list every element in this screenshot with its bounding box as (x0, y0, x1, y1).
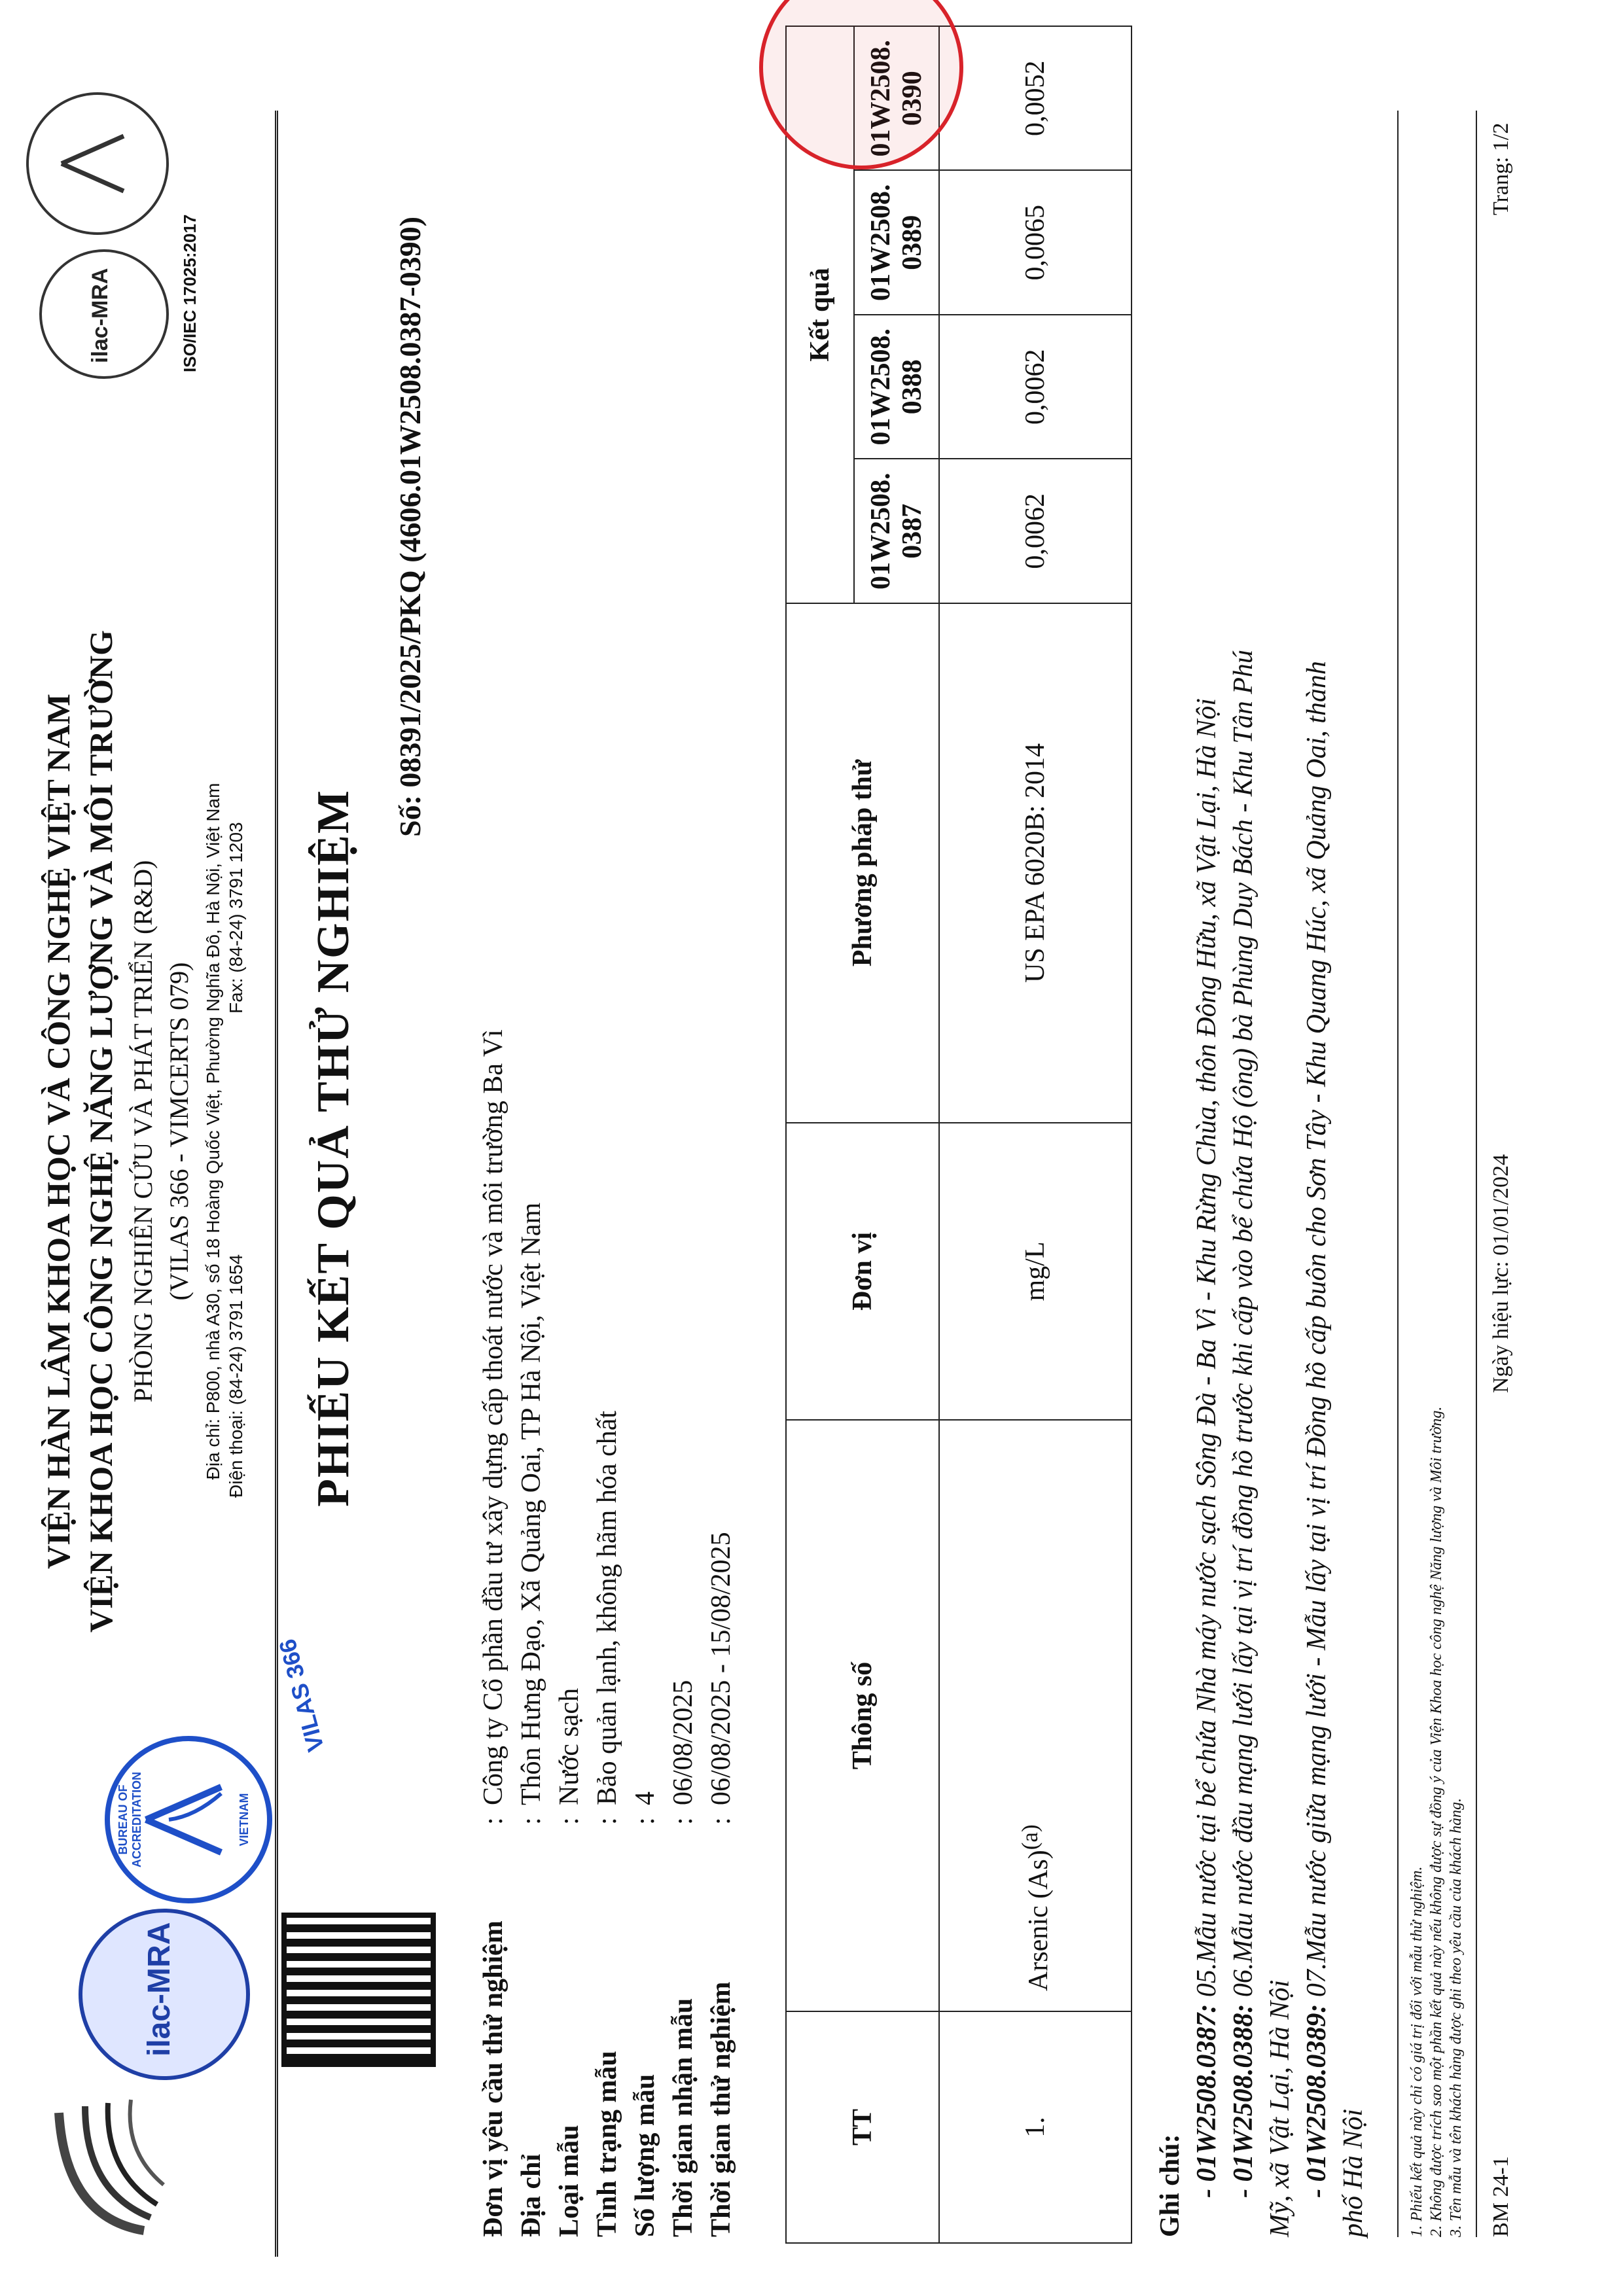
info-label: Đơn vị yêu cầu thử nghiệm (478, 1920, 508, 2237)
accreditation-tent-icon (143, 1780, 228, 1859)
info-value: Bảo quản lạnh, không hãm hóa chất (592, 1410, 622, 1805)
note-3-cont: phố Hà Nội (1338, 2108, 1368, 2237)
ilac-badge-label: ilac-MRA (88, 268, 113, 363)
row-param: Arsenic $(As)^{(a)}$ (939, 1420, 1132, 2011)
info-value: Nước sạch (554, 1687, 584, 1805)
info-colon: : (706, 1817, 736, 1825)
info-label: Số lượng mẫu (630, 2074, 660, 2237)
note-3: - 01W2508.0389: 07.Mẫu nước giữa mạng lưới - Mẫu lấy tại vị trí Đồng hồ cấp buôn cho Sơn Tây - Khu Quang Húc, xã Quảng Oai, thành (1302, 661, 1332, 2198)
page-number: Trang: 1/2 (1489, 122, 1513, 215)
header-address: Địa chỉ: P800, nhà A30, số 18 Hoàng Quốc Việt, Phường Nghĩa Đô, Hà Nội, Việt Nam (203, 783, 223, 1480)
info-value: Thôn Hưng Đạo, Xã Quảng Oai, TP Hà Nội, Việt Nam (516, 1202, 546, 1805)
col-method: Phương pháp thử (786, 603, 939, 1123)
footnote-divider (1397, 111, 1399, 2237)
bureau-accreditation-stamp (105, 1736, 272, 1903)
info-value: 4 (630, 1792, 660, 1805)
header-line-1: VIỆN HÀN LÂM KHOA HỌC VÀ CÔNG NGHỆ VIỆT NAM (40, 694, 77, 1569)
info-value: 06/08/2025 - 15/08/2025 (706, 1532, 736, 1805)
row-unit: mg/L (939, 1123, 1132, 1420)
report-title: PHIẾU KẾT QUẢ THỬ NGHIỆM (308, 789, 359, 1507)
footnotes (1407, 111, 1466, 2237)
info-colon: : (478, 1817, 508, 1825)
sample-0389: 01W2508. 0389 (854, 171, 939, 315)
col-unit: Đơn vị (786, 1123, 939, 1420)
header-fax: Fax: (84-24) 3791 1203 (226, 822, 246, 1014)
row-method: US EPA 6020B: 2014 (939, 603, 1132, 1123)
info-value: Công ty Cổ phần đầu tư xây dựng cấp thoát nước và môi trường Ba Vì (478, 1029, 508, 1805)
row-tt: 1. (939, 2011, 1132, 2243)
header-line-3: PHÒNG NGHIÊN CỨU VÀ PHÁT TRIỂN (R&D) (128, 860, 158, 1403)
row-value-0388: 0,0062 (939, 315, 1132, 459)
effective-date: Ngày hiệu lực: 01/01/2024 (1489, 1154, 1513, 1393)
notes-heading: Ghi chú: (1155, 2134, 1185, 2237)
info-colon: : (554, 1817, 584, 1825)
footnote-3: 3. Tên mẫu và tên khách hàng được ghi theo yêu cầu của khách hàng. (1448, 1797, 1465, 2237)
footer-divider (1476, 111, 1477, 2237)
ilac-mra-badge-small (39, 249, 169, 379)
sample-0390: 01W2508. 0390 (854, 26, 939, 171)
info-colon: : (592, 1817, 622, 1825)
header-line-2: VIỆN KHOA HỌC CÔNG NGHỆ NĂNG LƯỢNG VÀ MÔI TRƯỜNG (82, 629, 119, 1633)
institute-logo-icon (39, 2093, 170, 2244)
results-table (785, 26, 1132, 2244)
sample-0388: 01W2508. 0388 (854, 315, 939, 459)
table-row (939, 26, 1132, 2243)
bureau-tent-icon (58, 131, 130, 196)
note-2: - 01W2508.0388: 06.Mẫu nước đầu mạng lưới lấy tại vị trí đồng hồ trước khi cấp vào bể chứa Hộ (ông) bà Phùng Duy Bách - Khu Tân Phú (1228, 650, 1258, 2198)
row-value-0387: 0,0062 (939, 459, 1132, 604)
ilac-mra-stamp (79, 1909, 250, 2080)
iso-label: ISO/IEC 17025:2017 (180, 214, 200, 372)
form-code: BM 24-1 (1489, 2156, 1513, 2237)
info-label: Tình trạng mẫu (592, 2051, 622, 2237)
footnote-1: 1. Phiếu kết quả này chỉ có giá trị đối với mẫu thử nghiệm. (1408, 1866, 1425, 2237)
info-colon: : (668, 1817, 698, 1825)
row-value-0389: 0,0065 (939, 171, 1132, 315)
header-line-4: (VILAS 366 - VIMCERTS 079) (164, 962, 194, 1301)
info-colon: : (630, 1817, 660, 1825)
header-divider (275, 111, 278, 2257)
info-colon: : (516, 1817, 546, 1825)
note-2-cont: Mỹ, xã Vật Lại, Hà Nội (1265, 1979, 1295, 2237)
info-label: Địa chỉ (516, 2153, 546, 2237)
ilac-stamp-label: ilac-MRA (142, 1922, 177, 2057)
info-label: Thời gian thử nghiệm (706, 1981, 736, 2237)
col-tt: TT (786, 2011, 939, 2243)
sample-0387: 01W2508. 0387 (854, 459, 939, 604)
note-1: - 01W2508.0387: 05.Mẫu nước tại bể chứa Nhà máy nước sạch Sông Đà - Ba Vì - Khu Rừng Chùa, thôn Đông Hữu, xã Vật Lại, Hà Nội (1192, 698, 1222, 2198)
accreditation-ring-vietnam: VIETNAM (238, 1793, 251, 1846)
vilas-label: VILAS 366 (273, 1636, 330, 1755)
accreditation-ring-text: BUREAU OF ACCREDITATION (116, 1771, 143, 1868)
col-param: Thông số (786, 1420, 939, 2011)
footnote-2: 2. Không được trích sao một phần kết quả này nếu không được sự đồng ý của Viện Khoa học công nghệ Năng lượng và Môi trường. (1428, 1406, 1445, 2237)
info-label: Thời gian nhận mẫu (668, 1998, 698, 2237)
bureau-badge-small (26, 92, 169, 235)
row-value-0390: 0,0052 (939, 26, 1132, 171)
info-label: Loại mẫu (554, 2125, 584, 2237)
info-value: 06/08/2025 (668, 1680, 698, 1805)
report-number: Số: 08391/2025/PKQ (4606.01W2508.0387-0390) (393, 216, 427, 837)
col-result: Kết quả (786, 26, 854, 603)
notes-block (1152, 65, 1372, 2237)
header-phone: Điện thoại: (84-24) 3791 1654 (226, 1254, 246, 1498)
